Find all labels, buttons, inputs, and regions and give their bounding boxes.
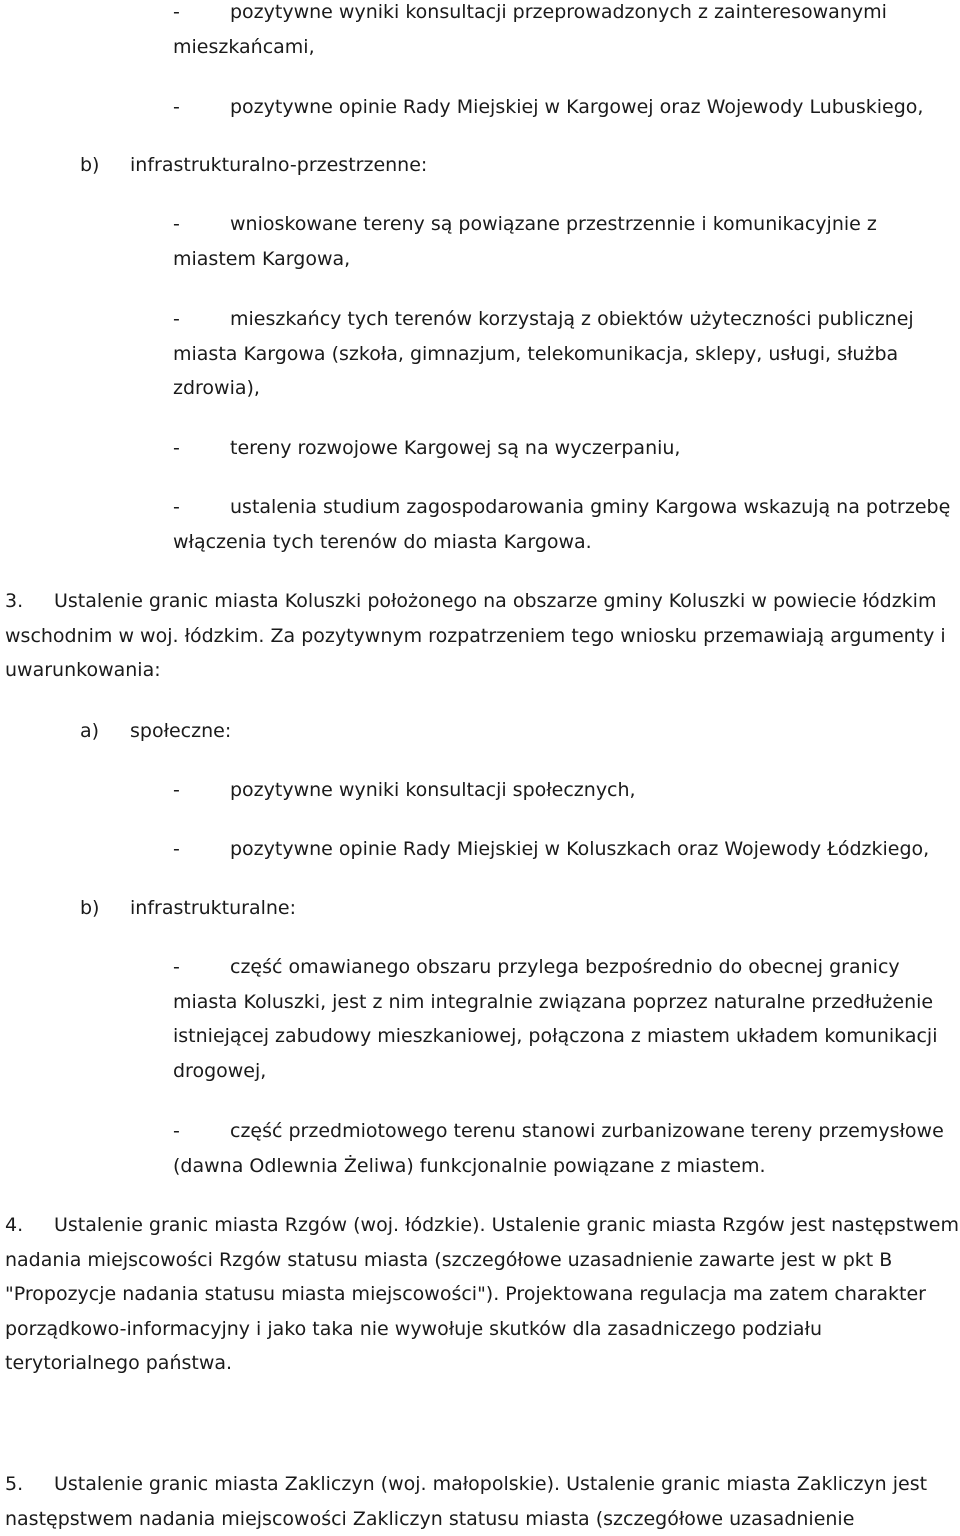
subsection-heading xyxy=(80,148,940,183)
dash-marker: - xyxy=(173,96,180,118)
dash-marker: - xyxy=(173,308,180,330)
subsection-letter: a) xyxy=(80,720,100,742)
bullet-item xyxy=(173,950,960,1088)
bullet-text: część przedmiotowego terenu stanowi zurbanizowane tereny przemysłowe (dawna Odlewnia Żeliwa) funkcjonalnie powiązane z miastem. xyxy=(173,1120,944,1177)
subsection-heading xyxy=(80,891,940,926)
numbered-paragraph xyxy=(5,1208,960,1381)
paragraph-text: Ustalenie granic miasta Rzgów (woj. łódzkie). Ustalenie granic miasta Rzgów jest następstwem nadania miejscowości Rzgów statusu miasta (szczegółowe uzasadnienie zawarte jest w pkt B "Propozycje nadania statusu miasta miejscowości"). Projektowana regulacja ma zatem charakter porządkowo-informacyjny i jako taka nie wywołuje skutków dla zasadniczego podziału terytorialnego państwa. xyxy=(5,1214,959,1374)
dash-marker: - xyxy=(173,779,180,801)
paragraph-number: 5. xyxy=(5,1473,24,1495)
subsection-letter: b) xyxy=(80,154,100,176)
subsection-title: infrastrukturalne: xyxy=(130,897,297,919)
paragraph-text: Ustalenie granic miasta Koluszki położonego na obszarze gminy Koluszki w powiecie łódzkim wschodnim w woj. łódzkim. Za pozytywnym rozpatrzeniem tego wniosku przemawiają argumenty i uwarunkowania: xyxy=(5,590,946,681)
bullet-text: mieszkańcy tych terenów korzystają z obiektów użyteczności publicznej miasta Kargowa (szkoła, gimnazjum, telekomunikacja, sklepy, usługi, służba zdrowia), xyxy=(173,308,914,399)
bullet-item xyxy=(173,90,960,125)
paragraph-number: 3. xyxy=(5,590,24,612)
dash-marker: - xyxy=(173,1120,180,1142)
bullet-text: wnioskowane tereny są powiązane przestrzennie i komunikacyjnie z miastem Kargowa, xyxy=(173,213,877,270)
dash-marker: - xyxy=(173,956,180,978)
paragraph-text: Ustalenie granic miasta Zakliczyn (woj. małopolskie). Ustalenie granic miasta Zakliczyn jest następstwem nadania miejscowości Zakliczyn statusu miasta (szczegółowe uzasadnienie xyxy=(5,1473,928,1530)
bullet-text: tereny rozwojowe Kargowej są na wyczerpaniu, xyxy=(230,437,681,459)
bullet-item xyxy=(173,773,960,808)
dash-marker: - xyxy=(173,1,180,23)
bullet-item xyxy=(173,302,960,406)
subsection-heading xyxy=(80,714,940,749)
bullet-item xyxy=(173,1114,960,1183)
bullet-text: ustalenia studium zagospodarowania gminy Kargowa wskazują na potrzebę włączenia tych terenów do miasta Kargowa. xyxy=(173,496,951,553)
bullet-text: część omawianego obszaru przylega bezpośrednio do obecnej granicy miasta Koluszki, jest z nim integralnie związana poprzez naturalne przedłużenie istniejącej zabudowy mieszkaniowej, połączona z miastem układem komunikacji drogowej, xyxy=(173,956,938,1082)
bullet-text: pozytywne wyniki konsultacji społecznych, xyxy=(230,779,636,801)
subsection-title: infrastrukturalno-przestrzenne: xyxy=(130,154,428,176)
dash-marker: - xyxy=(173,838,180,860)
subsection-title: społeczne: xyxy=(130,720,232,742)
dash-marker: - xyxy=(173,213,180,235)
subsection-letter: b) xyxy=(80,897,100,919)
bullet-item xyxy=(173,832,960,867)
bullet-text: pozytywne wyniki konsultacji przeprowadzonych z zainteresowanymi mieszkańcami, xyxy=(173,1,887,58)
bullet-item xyxy=(173,0,960,64)
bullet-item xyxy=(173,431,960,466)
bullet-item xyxy=(173,207,960,276)
numbered-paragraph xyxy=(5,1467,960,1536)
dash-marker: - xyxy=(173,496,180,518)
dash-marker: - xyxy=(173,437,180,459)
paragraph-number: 4. xyxy=(5,1214,24,1236)
bullet-text: pozytywne opinie Rady Miejskiej w Koluszkach oraz Wojewody Łódzkiego, xyxy=(230,838,930,860)
bullet-item xyxy=(173,490,960,559)
bullet-text: pozytywne opinie Rady Miejskiej w Kargowej oraz Wojewody Lubuskiego, xyxy=(230,96,924,118)
numbered-paragraph xyxy=(5,584,960,688)
